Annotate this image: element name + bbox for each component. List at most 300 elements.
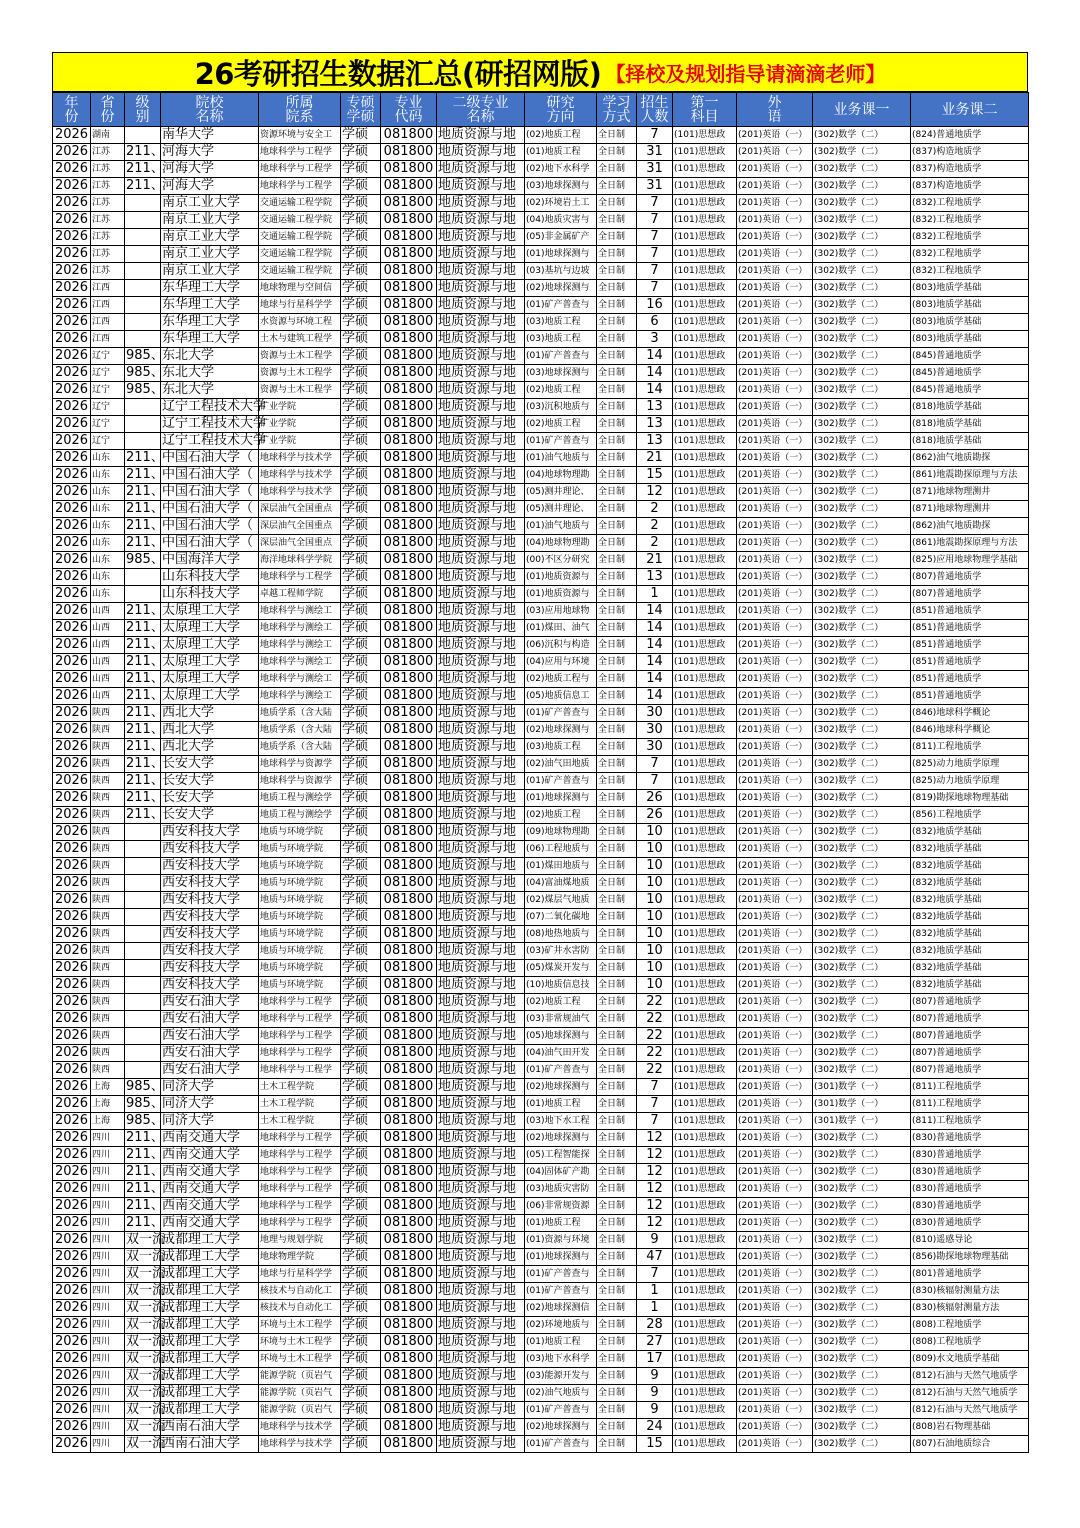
table-row — [53, 1317, 1029, 1334]
cell-study-mode: 全日制 — [597, 535, 637, 552]
cell-study-mode: 全日制 — [597, 212, 637, 229]
cell-research-direction: (02)地质工程 — [525, 807, 597, 824]
cell-course-one: (302)数学（二） — [813, 705, 911, 722]
cell-year: 2026 — [53, 1300, 91, 1317]
cell-study-mode: 全日制 — [597, 1402, 637, 1419]
cell-level: 211、 — [126, 739, 164, 754]
cell-degree-type: 学硕 — [341, 569, 381, 586]
cell-school-name: 辽宁工程技术大学 — [162, 399, 267, 414]
cell-degree-type: 学硕 — [341, 1368, 381, 1385]
cell-level — [125, 127, 161, 144]
cell-foreign-language: (201)英语（一） — [737, 807, 813, 824]
cell-research-direction: (04)油气田开发 — [525, 1045, 597, 1062]
cell-enrollment: 22 — [637, 1011, 673, 1028]
cell-study-mode: 全日制 — [597, 450, 637, 467]
cell-enrollment: 7 — [637, 1266, 673, 1283]
cell-year: 2026 — [53, 161, 91, 178]
cell-research-direction: (03)地质工程 — [525, 331, 597, 348]
cell-degree-type: 学硕 — [341, 1266, 381, 1283]
cell-department: 地球科学与资源学 — [259, 773, 341, 790]
cell-foreign-language: (201)英语（一） — [737, 1368, 813, 1385]
cell-degree-type: 学硕 — [341, 671, 381, 688]
cell-level: 211、 — [126, 161, 164, 176]
cell-major-name: 地质资源与地 — [437, 467, 525, 484]
cell-department: 核技术与自动化工 — [259, 1283, 341, 1300]
cell-study-mode: 全日制 — [597, 875, 637, 892]
cell-province: 陕西 — [91, 926, 125, 943]
cell-major-code: 081800 — [381, 450, 437, 467]
cell-study-mode: 全日制 — [597, 127, 637, 144]
cell-course-two: (832)工程地质学 — [911, 195, 1029, 212]
cell-school-name: 西南交通大学 — [161, 1181, 259, 1198]
cell-year: 2026 — [53, 518, 91, 535]
cell-level — [125, 824, 161, 841]
cell-level — [125, 977, 161, 994]
cell-foreign-language: (201)英语（一） — [737, 773, 813, 790]
cell-province: 陕西 — [91, 841, 125, 858]
cell-major-name: 地质资源与地 — [437, 637, 525, 654]
cell-major-name: 地质资源与地 — [437, 144, 525, 161]
cell-enrollment: 7 — [637, 756, 673, 773]
cell-major-name: 地质资源与地 — [437, 977, 525, 994]
cell-foreign-language: (201)英语（一） — [737, 1249, 813, 1266]
cell-study-mode: 全日制 — [597, 926, 637, 943]
cell-major-name: 地质资源与地 — [437, 1062, 525, 1079]
cell-course-one: (302)数学（二） — [813, 161, 911, 178]
table-row — [53, 450, 1029, 467]
sheet-title-banner — [52, 52, 1028, 92]
cell-first-subject: (101)思想政 — [673, 960, 737, 977]
cell-degree-type: 学硕 — [341, 1079, 381, 1096]
cell-study-mode: 全日制 — [597, 1419, 637, 1436]
header-course-two: 业务课二 — [911, 93, 1029, 127]
cell-research-direction: (05)煤炭开发与 — [525, 960, 597, 977]
cell-major-name: 地质资源与地 — [437, 416, 525, 433]
cell-year: 2026 — [53, 484, 91, 501]
cell-major-code: 081800 — [381, 875, 437, 892]
cell-research-direction: (05)工程智能探 — [525, 1147, 597, 1164]
table-row — [53, 569, 1029, 586]
cell-school-name: 南京工业大学 — [161, 246, 259, 263]
cell-study-mode: 全日制 — [597, 161, 637, 178]
cell-foreign-language: (201)英语（一） — [737, 1079, 813, 1096]
cell-course-one: (302)数学（二） — [813, 654, 911, 671]
cell-major-name: 地质资源与地 — [437, 620, 525, 637]
cell-course-two: (811)工程地质学 — [911, 1113, 1029, 1130]
cell-study-mode: 全日制 — [597, 960, 637, 977]
cell-course-two: (830)普通地质学 — [911, 1215, 1029, 1232]
cell-year: 2026 — [53, 1011, 91, 1028]
cell-first-subject: (101)思想政 — [673, 535, 737, 552]
cell-year: 2026 — [53, 654, 91, 671]
cell-department: 海洋地球科学学院 — [259, 552, 341, 569]
cell-first-subject: (101)思想政 — [673, 195, 737, 212]
cell-year: 2026 — [53, 841, 91, 858]
cell-year: 2026 — [53, 399, 91, 416]
cell-province: 四川 — [91, 1436, 125, 1453]
cell-major-code: 081800 — [381, 960, 437, 977]
cell-school-name: 南华大学 — [161, 127, 259, 144]
cell-course-one: (302)数学（二） — [813, 943, 911, 960]
cell-research-direction: (02)环境地质与 — [525, 1317, 597, 1334]
cell-foreign-language: (201)英语（一） — [737, 603, 813, 620]
cell-year: 2026 — [53, 1436, 91, 1453]
cell-foreign-language: (201)英语（一） — [737, 722, 813, 739]
table-row — [53, 161, 1029, 178]
cell-enrollment: 2 — [637, 501, 673, 518]
cell-course-one: (302)数学（二） — [813, 807, 911, 824]
cell-study-mode: 全日制 — [597, 1283, 637, 1300]
cell-course-two: (832)工程地质学 — [911, 263, 1029, 280]
cell-enrollment: 14 — [637, 603, 673, 620]
table-row — [53, 807, 1029, 824]
cell-province: 江苏 — [91, 229, 125, 246]
cell-research-direction: (05)测井理论、 — [525, 484, 597, 501]
cell-course-one: (302)数学（二） — [813, 212, 911, 229]
table-row — [53, 212, 1029, 229]
cell-research-direction: (03)地下水工程 — [525, 1113, 597, 1130]
cell-first-subject: (101)思想政 — [673, 722, 737, 739]
cell-study-mode: 全日制 — [597, 722, 637, 739]
cell-level: 211、 — [126, 501, 164, 516]
cell-course-one: (301)数学（一） — [813, 1113, 911, 1130]
cell-year: 2026 — [53, 926, 91, 943]
cell-major-name: 地质资源与地 — [437, 195, 525, 212]
cell-course-two: (851)普通地质学 — [911, 620, 1029, 637]
cell-province: 陕西 — [91, 739, 125, 756]
cell-research-direction: (04)富油煤地质 — [525, 875, 597, 892]
cell-department: 地质与环境学院 — [259, 960, 341, 977]
cell-first-subject: (101)思想政 — [673, 229, 737, 246]
cell-province: 山东 — [91, 501, 125, 518]
table-row — [53, 127, 1029, 144]
cell-department: 核技术与自动化工 — [259, 1300, 341, 1317]
cell-study-mode: 全日制 — [597, 229, 637, 246]
spreadsheet — [52, 52, 1028, 1453]
cell-year: 2026 — [53, 1368, 91, 1385]
cell-course-two: (808)岩石物理基础 — [911, 1419, 1029, 1436]
cell-degree-type: 学硕 — [341, 977, 381, 994]
cell-year: 2026 — [53, 790, 91, 807]
cell-major-code: 081800 — [381, 1045, 437, 1062]
cell-foreign-language: (201)英语（一） — [737, 263, 813, 280]
cell-degree-type: 学硕 — [341, 552, 381, 569]
cell-province: 山西 — [91, 620, 125, 637]
cell-study-mode: 全日制 — [597, 603, 637, 620]
cell-province: 山东 — [91, 569, 125, 586]
cell-course-two: (845)普通地质学 — [911, 348, 1029, 365]
cell-study-mode: 全日制 — [597, 1249, 637, 1266]
cell-research-direction: (01)地质工程 — [525, 1096, 597, 1113]
cell-course-two: (811)工程地质学 — [911, 739, 1029, 756]
cell-course-two: (812)石油与天然气地质学 — [911, 1385, 1029, 1402]
cell-enrollment: 2 — [637, 535, 673, 552]
cell-course-two: (808)工程地质学 — [911, 1317, 1029, 1334]
cell-enrollment: 28 — [637, 1317, 673, 1334]
table-row — [53, 892, 1029, 909]
table-row — [53, 773, 1029, 790]
cell-major-code: 081800 — [381, 348, 437, 365]
sheet-title-note: 【择校及规划指导请滴滴老师】 — [605, 61, 886, 86]
cell-province: 陕西 — [91, 1062, 125, 1079]
cell-study-mode: 全日制 — [597, 1436, 637, 1453]
cell-course-one: (302)数学（二） — [813, 1334, 911, 1351]
cell-level: 211、 — [126, 637, 164, 652]
cell-department: 地球科学与工程学 — [259, 1164, 341, 1181]
cell-major-code: 081800 — [381, 1283, 437, 1300]
table-row — [53, 688, 1029, 705]
table-row — [53, 467, 1029, 484]
cell-school-name: 中国石油大学（ — [161, 450, 259, 467]
cell-major-code: 081800 — [381, 909, 437, 926]
cell-course-one: (302)数学（二） — [813, 824, 911, 841]
cell-major-code: 081800 — [381, 1368, 437, 1385]
cell-study-mode: 全日制 — [597, 433, 637, 450]
cell-enrollment: 7 — [637, 127, 673, 144]
table-row — [53, 909, 1029, 926]
cell-course-one: (302)数学（二） — [813, 960, 911, 977]
cell-degree-type: 学硕 — [341, 1028, 381, 1045]
cell-study-mode: 全日制 — [597, 399, 637, 416]
cell-first-subject: (101)思想政 — [673, 875, 737, 892]
cell-province: 江苏 — [91, 263, 125, 280]
cell-department: 卓越工程师学院 — [259, 586, 341, 603]
cell-department: 地球科学与测绘工 — [259, 637, 341, 654]
cell-foreign-language: (201)英语（一） — [737, 331, 813, 348]
cell-province: 四川 — [91, 1249, 125, 1266]
table-row — [53, 841, 1029, 858]
cell-course-two: (871)地球物理测井 — [911, 501, 1029, 518]
cell-course-one: (302)数学（二） — [813, 399, 911, 416]
cell-level: 211、 — [126, 535, 164, 550]
cell-major-code: 081800 — [381, 1232, 437, 1249]
cell-level — [125, 297, 161, 314]
cell-degree-type: 学硕 — [341, 1351, 381, 1368]
cell-study-mode: 全日制 — [597, 195, 637, 212]
cell-province: 上海 — [91, 1079, 125, 1096]
cell-degree-type: 学硕 — [341, 212, 381, 229]
cell-degree-type: 学硕 — [341, 399, 381, 416]
cell-province: 江苏 — [91, 178, 125, 195]
cell-major-name: 地质资源与地 — [437, 1419, 525, 1436]
cell-department: 资源与土木工程学 — [259, 348, 341, 365]
table-row — [53, 620, 1029, 637]
cell-course-two: (825)动力地质学原理 — [911, 756, 1029, 773]
cell-foreign-language: (201)英语（一） — [737, 1011, 813, 1028]
cell-first-subject: (101)思想政 — [673, 705, 737, 722]
table-row — [53, 1402, 1029, 1419]
cell-major-code: 081800 — [381, 1028, 437, 1045]
cell-course-one: (302)数学（二） — [813, 144, 911, 161]
cell-foreign-language: (201)英语（一） — [737, 705, 813, 722]
cell-major-code: 081800 — [381, 263, 437, 280]
table-row — [53, 1436, 1029, 1453]
cell-course-two: (824)普通地质学 — [911, 127, 1029, 144]
table-row — [53, 246, 1029, 263]
cell-school-name: 太原理工大学 — [161, 637, 259, 654]
cell-year: 2026 — [53, 365, 91, 382]
cell-department: 资源与土木工程学 — [259, 365, 341, 382]
cell-study-mode: 全日制 — [597, 1045, 637, 1062]
cell-study-mode: 全日制 — [597, 586, 637, 603]
cell-degree-type: 学硕 — [341, 1436, 381, 1453]
cell-year: 2026 — [53, 807, 91, 824]
cell-school-name: 西安科技大学 — [161, 926, 259, 943]
cell-level: 双一流 — [126, 1368, 166, 1383]
cell-school-name: 河海大学 — [161, 144, 259, 161]
cell-course-one: (302)数学（二） — [813, 127, 911, 144]
cell-study-mode: 全日制 — [597, 416, 637, 433]
cell-degree-type: 学硕 — [341, 943, 381, 960]
cell-degree-type: 学硕 — [341, 1181, 381, 1198]
cell-course-two: (818)地质学基础 — [911, 416, 1029, 433]
cell-course-two: (807)石油地质综合 — [911, 1436, 1029, 1453]
cell-foreign-language: (201)英语（一） — [737, 1045, 813, 1062]
cell-research-direction: (04)地球物理勘 — [525, 467, 597, 484]
cell-first-subject: (101)思想政 — [673, 552, 737, 569]
cell-major-code: 081800 — [381, 671, 437, 688]
cell-first-subject: (101)思想政 — [673, 1266, 737, 1283]
cell-level: 双一流 — [126, 1300, 166, 1315]
cell-department: 地球科学与工程学 — [259, 178, 341, 195]
table-row — [53, 943, 1029, 960]
cell-major-name: 地质资源与地 — [437, 501, 525, 518]
cell-department: 地球科学与工程学 — [259, 161, 341, 178]
cell-province: 辽宁 — [91, 348, 125, 365]
cell-major-name: 地质资源与地 — [437, 212, 525, 229]
cell-course-one: (302)数学（二） — [813, 977, 911, 994]
cell-department: 地质与环境学院 — [259, 977, 341, 994]
cell-foreign-language: (201)英语（一） — [737, 824, 813, 841]
cell-enrollment: 24 — [637, 1419, 673, 1436]
cell-course-two: (807)普通地质学 — [911, 1062, 1029, 1079]
cell-first-subject: (101)思想政 — [673, 416, 737, 433]
cell-foreign-language: (201)英语（一） — [737, 314, 813, 331]
cell-school-name: 西安石油大学 — [161, 1011, 259, 1028]
cell-province: 江西 — [91, 297, 125, 314]
cell-department: 地质学系（含大陆 — [259, 739, 341, 756]
cell-province: 陕西 — [91, 1011, 125, 1028]
table-row — [53, 314, 1029, 331]
cell-degree-type: 学硕 — [341, 994, 381, 1011]
cell-first-subject: (101)思想政 — [673, 1334, 737, 1351]
cell-year: 2026 — [53, 705, 91, 722]
cell-course-one: (302)数学（二） — [813, 1402, 911, 1419]
cell-school-name: 成都理工大学 — [161, 1402, 259, 1419]
cell-major-name: 地质资源与地 — [437, 229, 525, 246]
cell-major-code: 081800 — [381, 1334, 437, 1351]
cell-research-direction: (02)地球探测与 — [525, 1130, 597, 1147]
cell-study-mode: 全日制 — [597, 1351, 637, 1368]
cell-course-one: (302)数学（二） — [813, 331, 911, 348]
cell-province: 上海 — [91, 1096, 125, 1113]
cell-degree-type: 学硕 — [341, 1249, 381, 1266]
cell-major-code: 081800 — [381, 314, 437, 331]
cell-enrollment: 7 — [637, 1096, 673, 1113]
cell-research-direction: (05)非金属矿产 — [525, 229, 597, 246]
cell-course-two: (832)地质学基础 — [911, 858, 1029, 875]
cell-province: 陕西 — [91, 807, 125, 824]
cell-school-name: 中国石油大学（ — [161, 484, 259, 501]
cell-course-one: (302)数学（二） — [813, 552, 911, 569]
cell-major-code: 081800 — [381, 297, 437, 314]
cell-course-two: (803)地质学基础 — [911, 331, 1029, 348]
cell-course-one: (302)数学（二） — [813, 1419, 911, 1436]
cell-research-direction: (05)地质信息工 — [525, 688, 597, 705]
cell-degree-type: 学硕 — [341, 688, 381, 705]
cell-province: 四川 — [91, 1164, 125, 1181]
cell-course-two: (861)地震勘探原理与方法 — [911, 535, 1029, 552]
cell-degree-type: 学硕 — [341, 790, 381, 807]
cell-degree-type: 学硕 — [341, 1300, 381, 1317]
cell-research-direction: (01)资源与环境 — [525, 1232, 597, 1249]
cell-foreign-language: (201)英语（一） — [737, 178, 813, 195]
cell-study-mode: 全日制 — [597, 314, 637, 331]
cell-department: 地球科学与工程学 — [259, 1130, 341, 1147]
cell-first-subject: (101)思想政 — [673, 127, 737, 144]
cell-province: 江西 — [91, 314, 125, 331]
cell-foreign-language: (201)英语（一） — [737, 195, 813, 212]
cell-course-two: (832)地质学基础 — [911, 824, 1029, 841]
table-row — [53, 654, 1029, 671]
cell-school-name: 西南交通大学 — [161, 1130, 259, 1147]
cell-year: 2026 — [53, 1028, 91, 1045]
cell-study-mode: 全日制 — [597, 671, 637, 688]
cell-foreign-language: (201)英语（一） — [737, 484, 813, 501]
cell-research-direction: (01)地球探测与 — [525, 246, 597, 263]
cell-level — [125, 195, 161, 212]
cell-foreign-language: (201)英语（一） — [737, 739, 813, 756]
cell-enrollment: 26 — [637, 790, 673, 807]
cell-school-name: 西安科技大学 — [161, 858, 259, 875]
table-row — [53, 1249, 1029, 1266]
table-row — [53, 671, 1029, 688]
cell-foreign-language: (201)英语（一） — [737, 1436, 813, 1453]
cell-first-subject: (101)思想政 — [673, 365, 737, 382]
cell-level — [125, 858, 161, 875]
cell-province: 陕西 — [91, 756, 125, 773]
cell-foreign-language: (201)英语（一） — [737, 127, 813, 144]
cell-province: 山东 — [91, 552, 125, 569]
cell-course-two: (810)遥感导论 — [911, 1232, 1029, 1249]
cell-first-subject: (101)思想政 — [673, 501, 737, 518]
cell-enrollment: 22 — [637, 1045, 673, 1062]
cell-level: 双一流 — [126, 1351, 166, 1366]
cell-level — [125, 399, 161, 416]
cell-study-mode: 全日制 — [597, 280, 637, 297]
cell-foreign-language: (201)英语（一） — [737, 552, 813, 569]
cell-course-two: (825)应用地球物理学基础 — [911, 552, 1029, 569]
cell-level — [125, 212, 161, 229]
cell-major-name: 地质资源与地 — [437, 773, 525, 790]
cell-research-direction: (01)矿产普查与 — [525, 348, 597, 365]
cell-department: 地球科学与技术学 — [259, 450, 341, 467]
cell-major-code: 081800 — [381, 1147, 437, 1164]
cell-major-name: 地质资源与地 — [437, 943, 525, 960]
cell-enrollment: 13 — [637, 569, 673, 586]
cell-school-name: 成都理工大学 — [161, 1334, 259, 1351]
cell-year: 2026 — [53, 858, 91, 875]
cell-level — [125, 586, 161, 603]
cell-department: 矿业学院 — [259, 433, 341, 450]
cell-province: 陕西 — [91, 875, 125, 892]
table-row — [53, 1283, 1029, 1300]
cell-province: 山东 — [91, 484, 125, 501]
table-row — [53, 1045, 1029, 1062]
cell-foreign-language: (201)英语（一） — [737, 161, 813, 178]
cell-school-name: 长安大学 — [161, 773, 259, 790]
cell-study-mode: 全日制 — [597, 1062, 637, 1079]
